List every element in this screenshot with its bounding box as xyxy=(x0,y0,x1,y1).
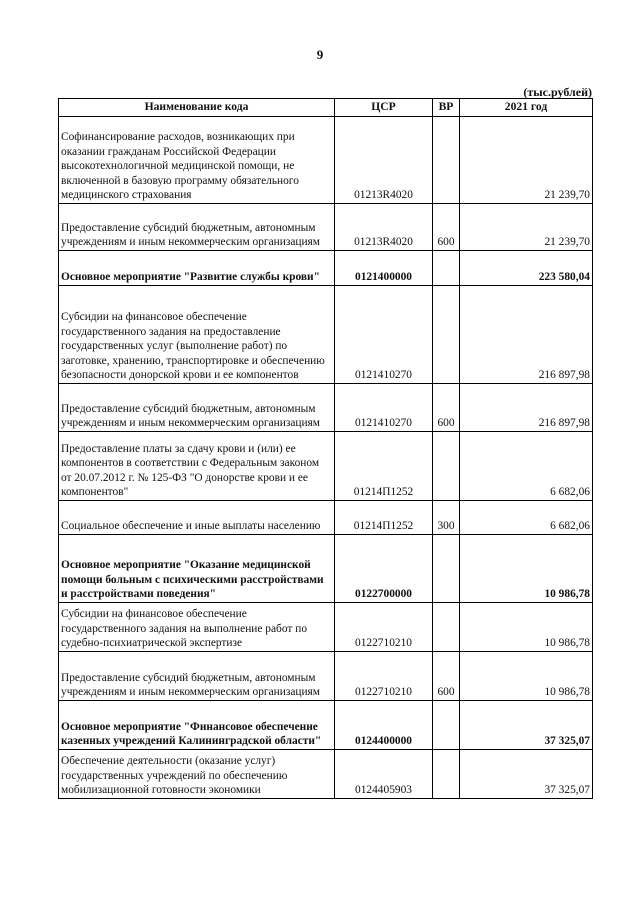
table-row xyxy=(59,750,593,799)
table-row xyxy=(59,432,593,501)
row-name: Обеспечение деятельности (оказание услуг) государственных учреждений по обеспечению мобилизационной готовности экономики xyxy=(59,750,335,799)
row-vr xyxy=(433,535,460,603)
header-name: Наименование кода xyxy=(59,99,335,117)
row-amount: 6 682,06 xyxy=(460,432,593,501)
row-code: 0121410270 xyxy=(335,286,433,384)
row-name: Предоставление субсидий бюджетным, автономным учреждениям и иным некоммерческим организациям xyxy=(59,652,335,701)
row-code: 0124405903 xyxy=(335,750,433,799)
row-vr xyxy=(433,117,460,204)
row-name: Предоставление платы за сдачу крови и (или) ее компонентов в соответствии с Федеральным законом от 20.07.2012 г. № 125-ФЗ "О донорстве крови и ее компонентов" xyxy=(59,432,335,501)
table-row xyxy=(59,251,593,286)
row-vr: 600 xyxy=(433,384,460,432)
table-row xyxy=(59,384,593,432)
row-vr xyxy=(433,286,460,384)
row-code: 01214П1252 xyxy=(335,432,433,501)
row-vr xyxy=(433,432,460,501)
row-amount: 223 580,04 xyxy=(460,251,593,286)
row-code: 01214П1252 xyxy=(335,501,433,535)
table-row xyxy=(59,535,593,603)
row-amount: 37 325,07 xyxy=(460,701,593,750)
row-name: Социальное обеспечение и иные выплаты населению xyxy=(59,501,335,535)
row-vr xyxy=(433,603,460,652)
table-row xyxy=(59,603,593,652)
row-amount: 10 986,78 xyxy=(460,535,593,603)
row-name: Субсидии на финансовое обеспечение государственного задания на выполнение работ по судебно-психиатрической экспертизе xyxy=(59,603,335,652)
row-code: 0122710210 xyxy=(335,652,433,701)
row-vr xyxy=(433,251,460,286)
header-year: 2021 год xyxy=(460,99,593,117)
row-code: 01213R4020 xyxy=(335,204,433,251)
row-code: 0121400000 xyxy=(335,251,433,286)
row-amount: 37 325,07 xyxy=(460,750,593,799)
row-code: 0122700000 xyxy=(335,535,433,603)
row-amount: 21 239,70 xyxy=(460,204,593,251)
row-vr xyxy=(433,750,460,799)
row-amount: 216 897,98 xyxy=(460,384,593,432)
row-name: Софинансирование расходов, возникающих при оказании гражданам Российской Федерации высокотехнологичной медицинской помощи, не включенной в базовую программу обязательного медицинского страхования xyxy=(59,117,335,204)
row-name: Предоставление субсидий бюджетным, автономным учреждениям и иным некоммерческим организациям xyxy=(59,204,335,251)
row-name: Основное мероприятие "Финансовое обеспечение казенных учреждений Калининградской области" xyxy=(59,701,335,750)
header-vr: ВР xyxy=(433,99,460,117)
row-code: 01213R4020 xyxy=(335,117,433,204)
table-header-row xyxy=(59,99,593,117)
row-amount: 216 897,98 xyxy=(460,286,593,384)
row-amount: 21 239,70 xyxy=(460,117,593,204)
table-row xyxy=(59,701,593,750)
row-code: 0122710210 xyxy=(335,603,433,652)
table-row xyxy=(59,286,593,384)
table-row xyxy=(59,501,593,535)
row-name: Субсидии на финансовое обеспечение государственного задания на предоставление государственных услуг (выполнение работ) по заготовке, хранению, транспортировке и обеспечению безопасности донорской крови и ее компонентов xyxy=(59,286,335,384)
row-amount: 10 986,78 xyxy=(460,652,593,701)
row-vr: 600 xyxy=(433,652,460,701)
budget-table xyxy=(58,98,593,799)
table-row xyxy=(59,204,593,251)
row-code: 0124400000 xyxy=(335,701,433,750)
row-name: Основное мероприятие "Оказание медицинской помощи больным с психическими расстройствами и расстройствами поведения" xyxy=(59,535,335,603)
row-code: 0121410270 xyxy=(335,384,433,432)
row-amount: 6 682,06 xyxy=(460,501,593,535)
row-vr: 300 xyxy=(433,501,460,535)
header-code: ЦСР xyxy=(335,99,433,117)
page-number: 9 xyxy=(316,47,324,62)
table-row xyxy=(59,117,593,204)
row-name: Предоставление субсидий бюджетным, автономным учреждениям и иным некоммерческим организациям xyxy=(59,384,335,432)
row-name: Основное мероприятие "Развитие службы крови" xyxy=(59,251,335,286)
units-note: (тыс.рублей) xyxy=(523,85,592,99)
table-row xyxy=(59,652,593,701)
row-amount: 10 986,78 xyxy=(460,603,593,652)
row-vr: 600 xyxy=(433,204,460,251)
row-vr xyxy=(433,701,460,750)
